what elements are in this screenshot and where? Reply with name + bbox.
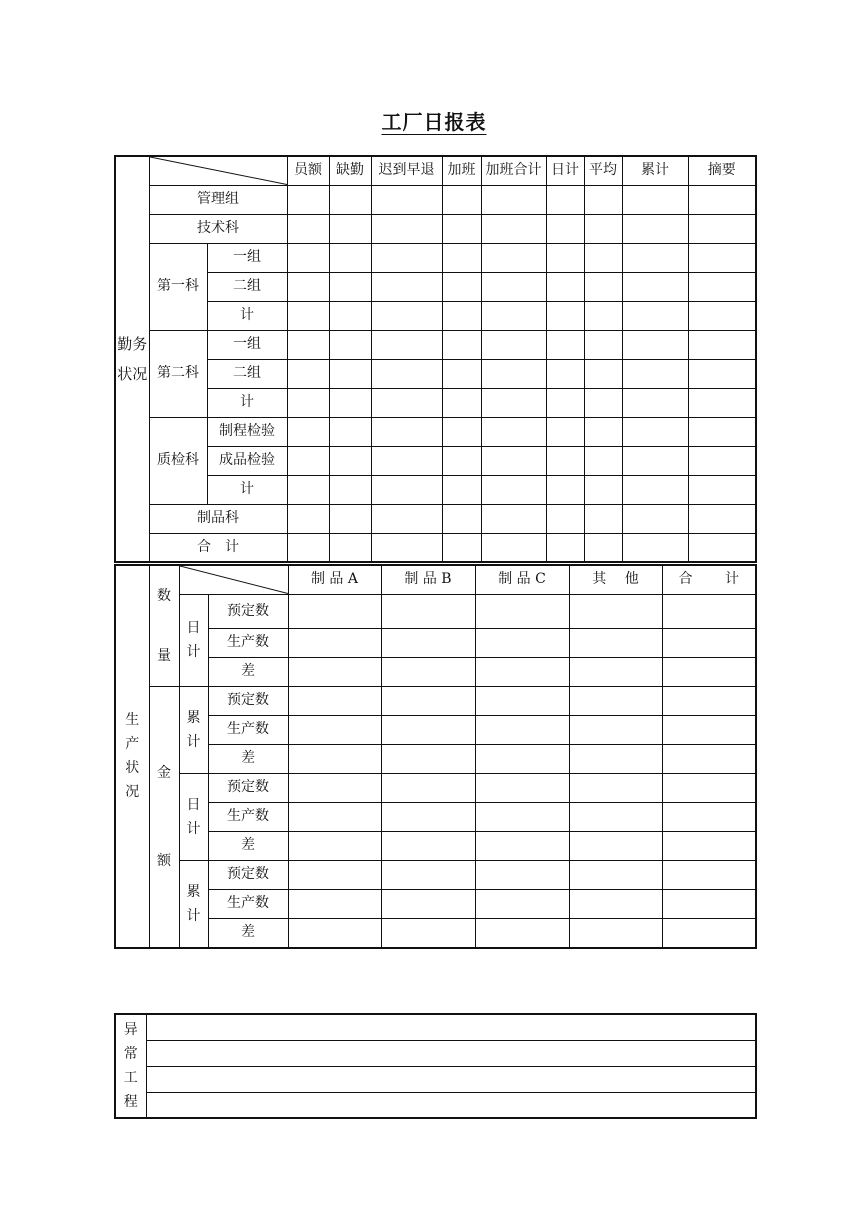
attendance-section-label: 勤务状况: [115, 156, 149, 562]
table-cell: [287, 475, 329, 504]
table-cell: [688, 475, 756, 504]
table-row: [115, 243, 756, 272]
table-cell: [546, 214, 584, 243]
row-label-group2: 二组: [207, 272, 287, 301]
table-cell: [546, 417, 584, 446]
row-label-product-inspection: 成品检验: [207, 446, 287, 475]
row-label-total: 合 计: [149, 533, 287, 562]
table-cell: [381, 861, 475, 890]
table-cell: [371, 214, 442, 243]
table-cell: [569, 687, 662, 716]
table-cell: [329, 359, 371, 388]
table-cell: [569, 832, 662, 861]
table-cell: [475, 861, 569, 890]
table-cell: [442, 359, 481, 388]
table-cell: [662, 803, 756, 832]
table-cell: [475, 594, 569, 629]
table-cell: [546, 388, 584, 417]
table-cell: [622, 243, 688, 272]
row-label-planned: 预定数: [208, 861, 288, 890]
table-cell: [381, 919, 475, 948]
table-cell: [288, 687, 381, 716]
table-cell: [371, 388, 442, 417]
amount-label: 金额: [149, 687, 179, 948]
table-cell: [584, 533, 622, 562]
row-label-subtotal: 计: [207, 475, 287, 504]
production-section-label: 生产状况: [115, 565, 149, 948]
table-cell: [287, 243, 329, 272]
table-cell: [288, 594, 381, 629]
table-row: [115, 658, 756, 687]
col-header-daily: 日计: [546, 156, 584, 185]
row-label-subtotal: 计: [207, 301, 287, 330]
col-header-overtime: 加班: [442, 156, 481, 185]
table-cell: [287, 330, 329, 359]
row-label-produced: 生产数: [208, 803, 288, 832]
table-row: [115, 687, 756, 716]
table-cell: [442, 214, 481, 243]
table-cell: [287, 214, 329, 243]
col-header-absence: 缺勤: [329, 156, 371, 185]
table-cell: [546, 301, 584, 330]
col-header-overtime-total: 加班合计: [481, 156, 546, 185]
table-cell: [288, 658, 381, 687]
table-cell: [381, 890, 475, 919]
table-cell: [546, 475, 584, 504]
row-label-group1: 一组: [207, 243, 287, 272]
row-label-mgmt: 管理组: [149, 185, 287, 214]
quantity-label: 数量: [149, 565, 179, 687]
table-row: [115, 803, 756, 832]
table-row: [115, 1014, 756, 1040]
table-cell: [584, 446, 622, 475]
table-row: [115, 272, 756, 301]
table-cell: [622, 504, 688, 533]
table-cell: [688, 272, 756, 301]
table-cell: [288, 716, 381, 745]
abnormal-entry-line[interactable]: [146, 1014, 756, 1040]
table-cell: [475, 745, 569, 774]
table-cell: [622, 359, 688, 388]
table-cell: [546, 359, 584, 388]
table-cell: [442, 446, 481, 475]
table-cell: [442, 272, 481, 301]
table-cell: [381, 832, 475, 861]
col-header-average: 平均: [584, 156, 622, 185]
table-cell: [688, 417, 756, 446]
table-cell: [584, 272, 622, 301]
table-cell: [329, 417, 371, 446]
table-cell: [475, 629, 569, 658]
table-cell: [662, 716, 756, 745]
table-cell: [442, 301, 481, 330]
table-cell: [442, 533, 481, 562]
table-cell: [329, 301, 371, 330]
table-cell: [584, 185, 622, 214]
table-cell: [371, 504, 442, 533]
table-cell: [481, 272, 546, 301]
table-cell: [481, 301, 546, 330]
table-cell: [329, 272, 371, 301]
table-cell: [688, 243, 756, 272]
table-cell: [442, 475, 481, 504]
table-cell: [442, 417, 481, 446]
table-cell: [688, 359, 756, 388]
table-cell: [662, 594, 756, 629]
table-cell: [329, 388, 371, 417]
table-cell: [688, 330, 756, 359]
table-cell: [569, 745, 662, 774]
abnormal-entry-line[interactable]: [146, 1040, 756, 1066]
table-cell: [475, 774, 569, 803]
table-cell: [569, 716, 662, 745]
col-header-total: 合 计: [662, 565, 756, 594]
table-cell: [481, 214, 546, 243]
row-label-dept2: 第二科: [149, 330, 207, 417]
table-cell: [569, 890, 662, 919]
table-cell: [688, 388, 756, 417]
table-cell: [481, 475, 546, 504]
production-header-row: [115, 565, 756, 594]
table-cell: [546, 533, 584, 562]
table-row: [115, 475, 756, 504]
row-label-produced: 生产数: [208, 629, 288, 658]
row-label-subtotal: 计: [207, 388, 287, 417]
table-cell: [546, 330, 584, 359]
table-cell: [546, 185, 584, 214]
daily-label: 日计: [179, 774, 208, 861]
table-cell: [662, 745, 756, 774]
table-cell: [475, 687, 569, 716]
table-cell: [287, 301, 329, 330]
row-label-process-inspection: 制程检验: [207, 417, 287, 446]
daily-label: 日计: [179, 594, 208, 687]
table-cell: [287, 185, 329, 214]
table-cell: [371, 301, 442, 330]
table-cell: [481, 533, 546, 562]
table-cell: [584, 475, 622, 504]
table-cell: [475, 919, 569, 948]
table-row: [115, 1066, 756, 1092]
table-cell: [329, 185, 371, 214]
table-row: [115, 919, 756, 948]
table-cell: [569, 629, 662, 658]
table-row: [115, 890, 756, 919]
table-row: [115, 533, 756, 562]
table-cell: [371, 533, 442, 562]
table-row: [115, 417, 756, 446]
table-cell: [287, 272, 329, 301]
page-title: 工厂日报表: [381, 110, 487, 134]
table-cell: [622, 388, 688, 417]
table-cell: [288, 774, 381, 803]
table-cell: [569, 774, 662, 803]
table-cell: [287, 504, 329, 533]
table-cell: [569, 861, 662, 890]
table-cell: [371, 417, 442, 446]
col-header-staff: 员额: [287, 156, 329, 185]
table-row: [115, 861, 756, 890]
table-row: [115, 388, 756, 417]
table-cell: [662, 629, 756, 658]
table-cell: [688, 185, 756, 214]
table-cell: [381, 658, 475, 687]
attendance-header-row: [115, 156, 756, 185]
table-cell: [475, 716, 569, 745]
table-cell: [329, 214, 371, 243]
table-cell: [662, 890, 756, 919]
table-cell: [288, 832, 381, 861]
row-label-qc: 质检科: [149, 417, 207, 504]
table-cell: [442, 185, 481, 214]
table-cell: [481, 388, 546, 417]
table-row: [115, 301, 756, 330]
table-cell: [371, 330, 442, 359]
table-cell: [622, 185, 688, 214]
table-row: [115, 359, 756, 388]
table-cell: [371, 185, 442, 214]
table-cell: [329, 533, 371, 562]
table-row: [115, 594, 756, 629]
abnormal-process-table: [114, 1013, 757, 1119]
table-row: [115, 832, 756, 861]
row-label-planned: 预定数: [208, 774, 288, 803]
table-cell: [546, 504, 584, 533]
table-row: [115, 774, 756, 803]
row-label-dept1: 第一科: [149, 243, 207, 330]
table-cell: [662, 687, 756, 716]
table-cell: [662, 919, 756, 948]
row-label-produced: 生产数: [208, 890, 288, 919]
table-row: [115, 1040, 756, 1066]
row-label-diff: 差: [208, 658, 288, 687]
table-cell: [287, 417, 329, 446]
table-cell: [288, 890, 381, 919]
table-cell: [381, 774, 475, 803]
table-row: [115, 446, 756, 475]
table-cell: [329, 504, 371, 533]
table-cell: [475, 658, 569, 687]
table-row: [115, 629, 756, 658]
table-cell: [481, 417, 546, 446]
table-cell: [381, 745, 475, 774]
table-cell: [381, 687, 475, 716]
table-cell: [584, 214, 622, 243]
table-cell: [569, 594, 662, 629]
table-cell: [329, 330, 371, 359]
table-cell: [584, 504, 622, 533]
table-cell: [329, 243, 371, 272]
table-cell: [288, 919, 381, 948]
abnormal-entry-line[interactable]: [146, 1092, 756, 1118]
table-cell: [481, 330, 546, 359]
table-cell: [371, 359, 442, 388]
table-row: [115, 214, 756, 243]
col-header-summary: 摘要: [688, 156, 756, 185]
table-cell: [442, 388, 481, 417]
table-cell: [622, 417, 688, 446]
table-cell: [475, 832, 569, 861]
table-cell: [381, 594, 475, 629]
table-cell: [288, 745, 381, 774]
table-cell: [381, 803, 475, 832]
production-diagonal-header: [179, 565, 288, 594]
row-label-tech: 技术科: [149, 214, 287, 243]
table-row: [115, 745, 756, 774]
table-cell: [569, 658, 662, 687]
table-cell: [688, 301, 756, 330]
table-cell: [371, 446, 442, 475]
table-cell: [662, 861, 756, 890]
row-label-group2: 二组: [207, 359, 287, 388]
row-label-product-dept: 制品科: [149, 504, 287, 533]
table-cell: [584, 359, 622, 388]
table-cell: [546, 446, 584, 475]
table-cell: [688, 446, 756, 475]
table-cell: [288, 629, 381, 658]
table-cell: [288, 803, 381, 832]
table-cell: [371, 243, 442, 272]
table-cell: [371, 272, 442, 301]
table-cell: [662, 774, 756, 803]
table-cell: [288, 861, 381, 890]
table-cell: [622, 446, 688, 475]
table-cell: [688, 214, 756, 243]
table-cell: [622, 301, 688, 330]
table-row: [115, 504, 756, 533]
col-header-cumulative: 累计: [622, 156, 688, 185]
table-cell: [287, 446, 329, 475]
table-cell: [622, 533, 688, 562]
row-label-planned: 预定数: [208, 687, 288, 716]
col-header-product-b: 制 品 B: [381, 565, 475, 594]
table-cell: [481, 185, 546, 214]
abnormal-section-label: 异常工程: [115, 1014, 146, 1118]
table-row: [115, 330, 756, 359]
table-cell: [584, 417, 622, 446]
table-cell: [381, 629, 475, 658]
row-label-group1: 一组: [207, 330, 287, 359]
table-cell: [329, 446, 371, 475]
table-cell: [546, 243, 584, 272]
table-cell: [662, 832, 756, 861]
table-cell: [622, 475, 688, 504]
table-cell: [481, 359, 546, 388]
cumulative-label: 累计: [179, 687, 208, 774]
table-cell: [662, 658, 756, 687]
table-cell: [569, 803, 662, 832]
row-label-produced: 生产数: [208, 716, 288, 745]
row-label-diff: 差: [208, 745, 288, 774]
abnormal-entry-line[interactable]: [146, 1066, 756, 1092]
table-cell: [329, 475, 371, 504]
table-cell: [584, 330, 622, 359]
row-label-diff: 差: [208, 832, 288, 861]
table-cell: [546, 272, 584, 301]
col-header-product-a: 制 品 A: [288, 565, 381, 594]
table-cell: [584, 388, 622, 417]
col-header-product-c: 制 品 C: [475, 565, 569, 594]
table-cell: [584, 243, 622, 272]
col-header-other: 其 他: [569, 565, 662, 594]
attendance-diagonal-header: [149, 156, 287, 185]
table-cell: [622, 272, 688, 301]
table-cell: [688, 504, 756, 533]
table-cell: [584, 301, 622, 330]
table-cell: [442, 504, 481, 533]
table-cell: [442, 243, 481, 272]
table-cell: [287, 359, 329, 388]
cumulative-label: 累计: [179, 861, 208, 948]
table-cell: [622, 330, 688, 359]
table-row: [115, 1092, 756, 1118]
attendance-table: [114, 155, 757, 563]
table-cell: [481, 446, 546, 475]
table-cell: [371, 475, 442, 504]
row-label-diff: 差: [208, 919, 288, 948]
production-table: [114, 564, 757, 949]
table-row: [115, 185, 756, 214]
col-header-late-early: 迟到早退: [371, 156, 442, 185]
table-cell: [481, 243, 546, 272]
table-cell: [569, 919, 662, 948]
table-cell: [481, 504, 546, 533]
table-cell: [688, 533, 756, 562]
table-cell: [475, 890, 569, 919]
table-cell: [381, 716, 475, 745]
table-cell: [622, 214, 688, 243]
table-cell: [442, 330, 481, 359]
table-cell: [475, 803, 569, 832]
row-label-planned: 预定数: [208, 594, 288, 629]
table-cell: [287, 388, 329, 417]
table-cell: [287, 533, 329, 562]
table-row: [115, 716, 756, 745]
